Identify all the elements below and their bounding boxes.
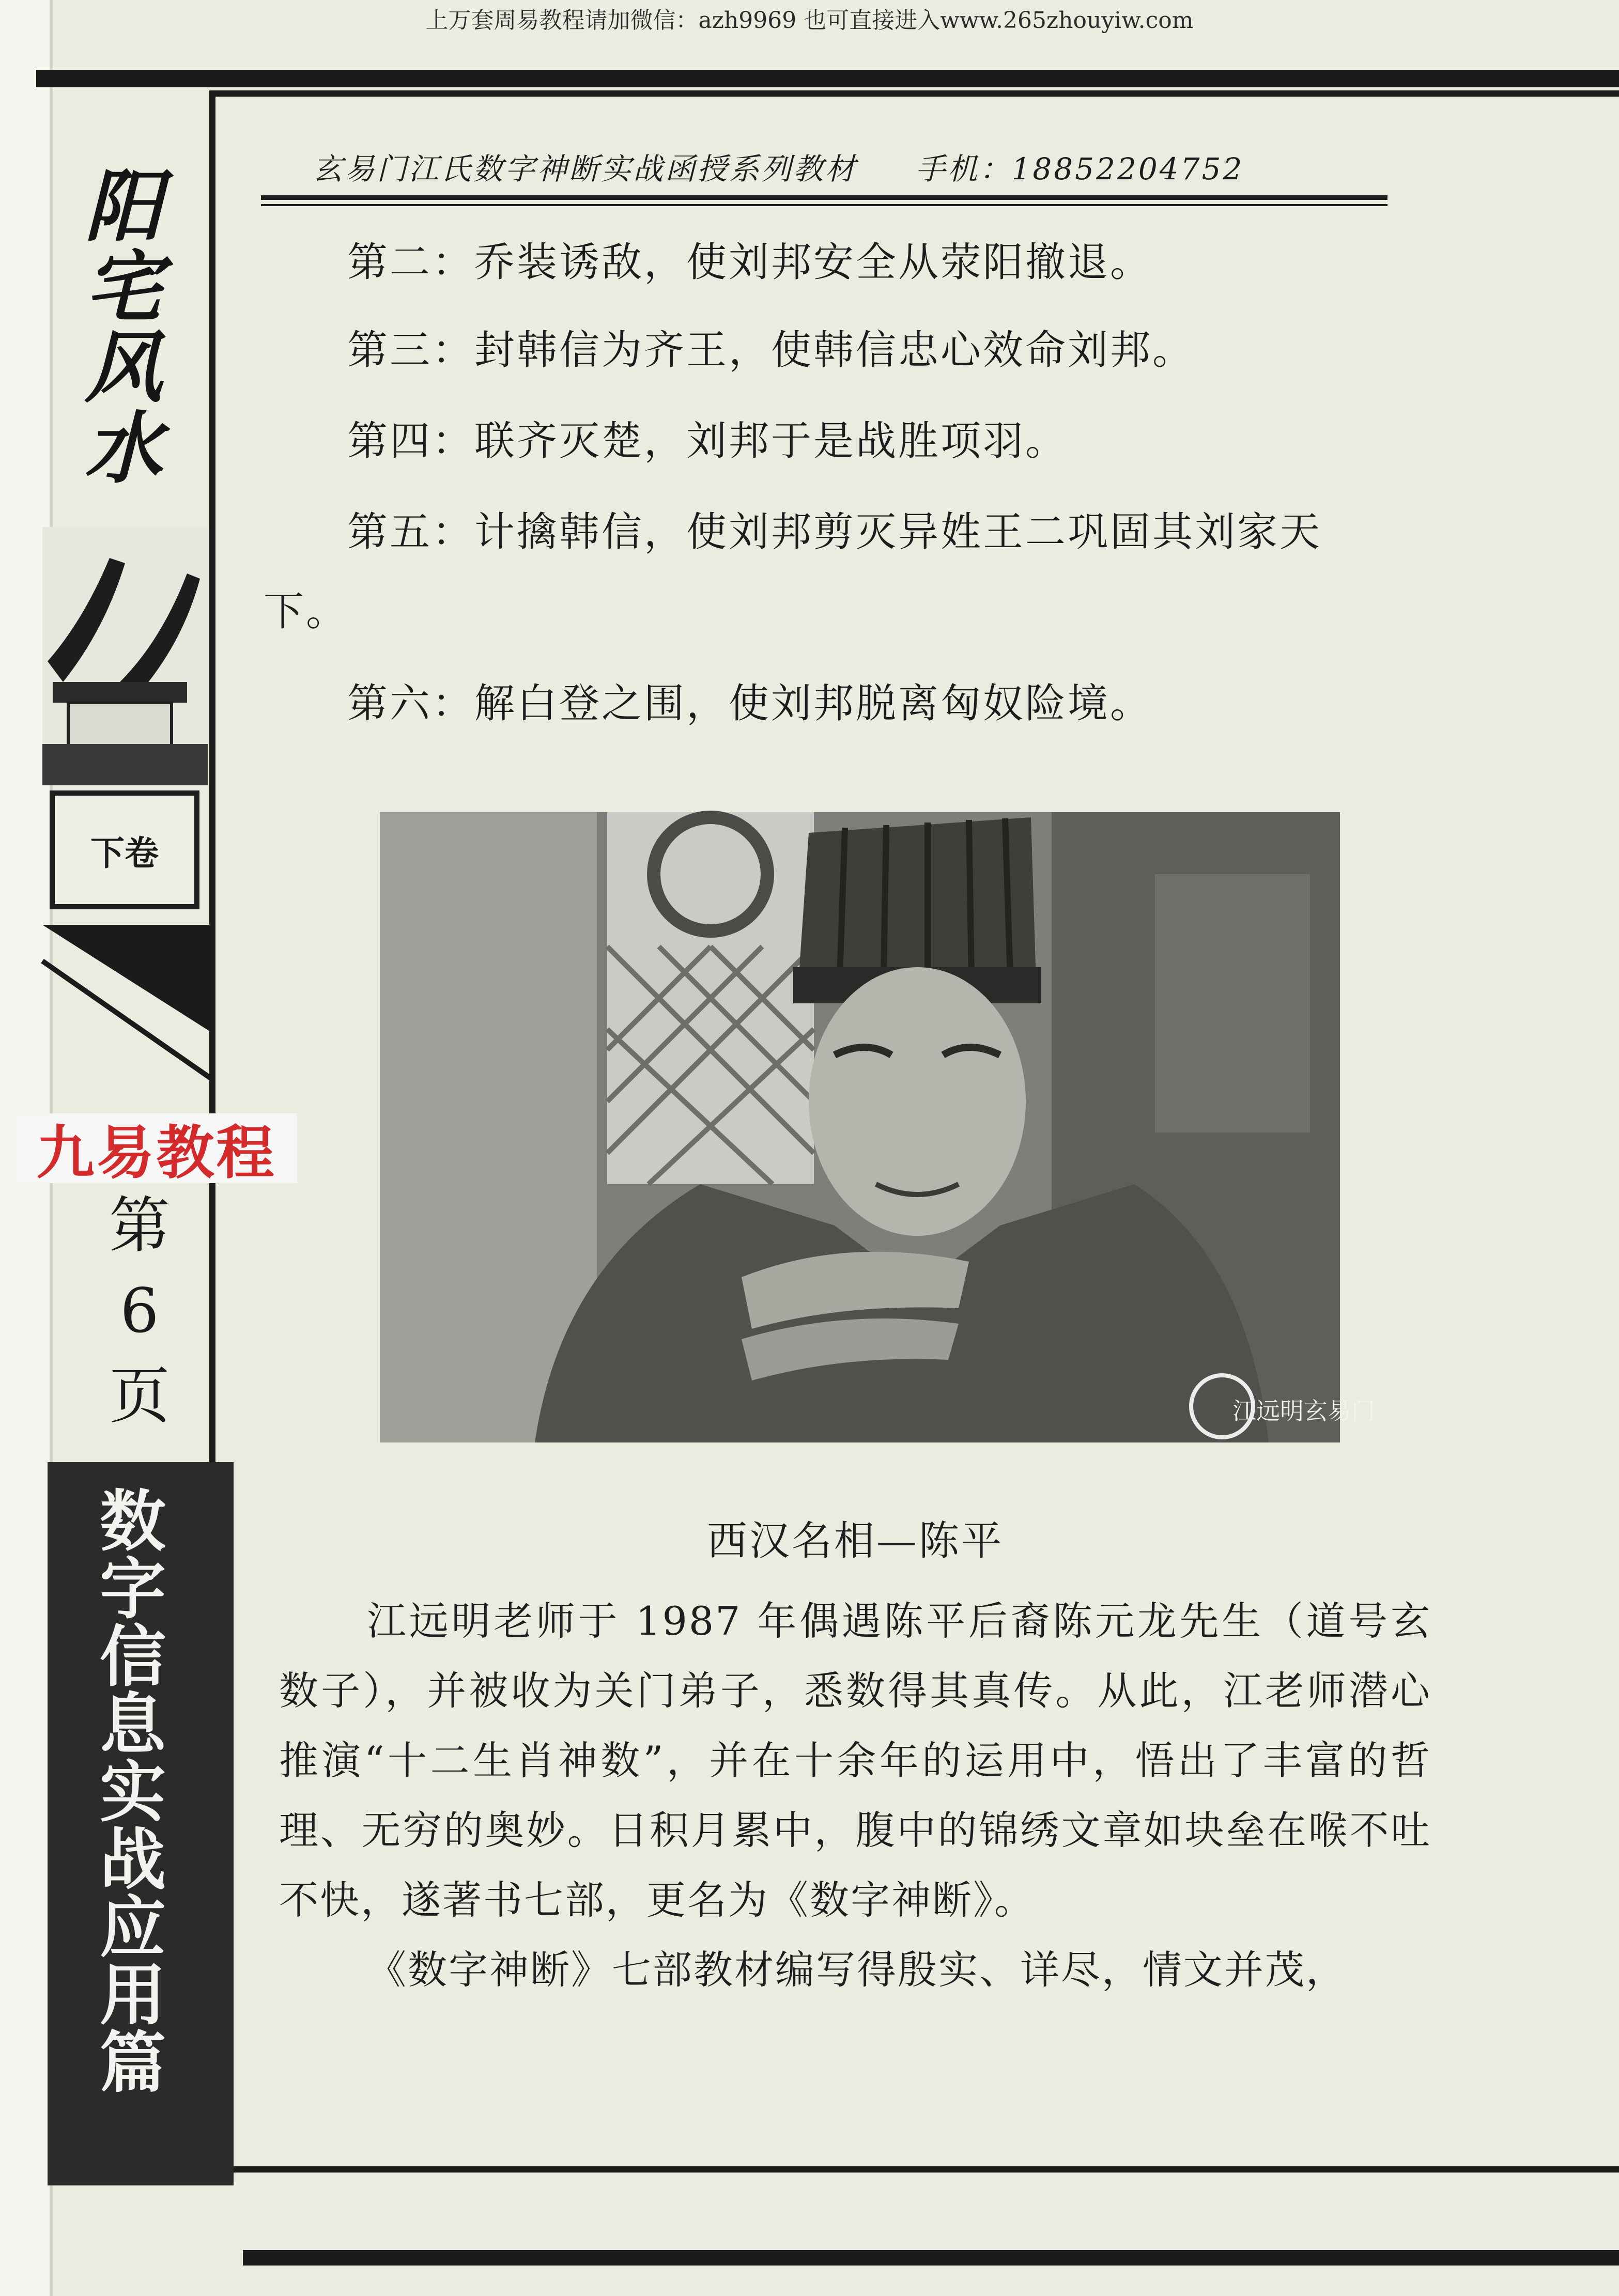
- section-char: 应: [99, 1889, 166, 1966]
- page-num-char: 第: [109, 1190, 170, 1261]
- series-title: 玄易门江氏数字神断实战函授系列教材: [313, 151, 858, 187]
- list-item: 第二：乔装诱敌，使刘邦安全从荥阳撤退。: [347, 239, 1153, 286]
- portrait-photo: [380, 812, 1375, 1442]
- section-char: 战: [99, 1822, 166, 1899]
- section-char: 息: [99, 1686, 166, 1763]
- header-rule: [261, 195, 1387, 200]
- top-watermark: 上万套周易教程请加微信：azh9969 也可直接进入www.265zhouyiw.com: [425, 7, 1194, 34]
- body-text: [279, 1586, 1431, 2005]
- list-item: 第四：联齐灭楚，刘邦于是战胜项羽。: [347, 418, 1068, 464]
- list-item-continuation: 下。: [264, 588, 349, 635]
- section-char: 数: [99, 1483, 166, 1560]
- list-item: 第三：封韩信为齐王，使韩信忠心效命刘邦。: [347, 327, 1195, 374]
- section-char: 用: [99, 1957, 166, 2034]
- section-char: 信: [99, 1619, 166, 1696]
- page-num-char: 6: [120, 1275, 159, 1346]
- decorative-wedge: [42, 925, 213, 1080]
- eaves-illustration: [42, 527, 208, 785]
- running-header: [313, 145, 1553, 188]
- body-paragraph: 《数字神断》七部教材编写得殷实、详尽，情文并茂，: [367, 1947, 1347, 1993]
- red-watermark-stamp: [16, 1113, 297, 1187]
- section-char: 实: [99, 1754, 166, 1831]
- top-rule: [36, 70, 1619, 87]
- header-rule: [261, 204, 1387, 206]
- side-book-title: 阳宅风水: [71, 165, 161, 488]
- section-char: 字: [99, 1551, 166, 1628]
- bottom-rule: [243, 2250, 1619, 2266]
- photo-caption: 西汉名相—陈平: [706, 1518, 1004, 1564]
- stamp-text: 九易教程: [36, 1120, 276, 1187]
- section-char: 篇: [99, 2025, 166, 2102]
- section-title: [48, 1483, 218, 2102]
- list-item: 第五：计擒韩信，使刘邦剪灭异姓王二巩固其刘家天: [347, 509, 1322, 555]
- page-num-char: 页: [109, 1360, 170, 1432]
- volume-label: 下卷: [90, 833, 159, 873]
- photo-watermark: 江远明玄易门: [1232, 1397, 1375, 1425]
- phone-number: 手机：18852204752: [915, 151, 1244, 187]
- body-paragraph: 江远明老师于 1987 年偶遇陈平后裔陈元龙先生（道号玄数子），并被收为关门弟子，悉数得其真传。从此，江老师潜心推演“十二生肖神数”，并在十余年的运用中，悟出了丰富的哲理、无穷的奥妙。日积月累中，腹中的锦绣文章如块垒在喉不吐不快，遂著书七部，更名为《数字神断》。: [279, 1598, 1431, 1923]
- volume-box: [50, 790, 199, 909]
- page-number: [88, 1183, 191, 1439]
- list-item: 第六：解白登之围，使刘邦脱离匈奴险境。: [347, 680, 1153, 727]
